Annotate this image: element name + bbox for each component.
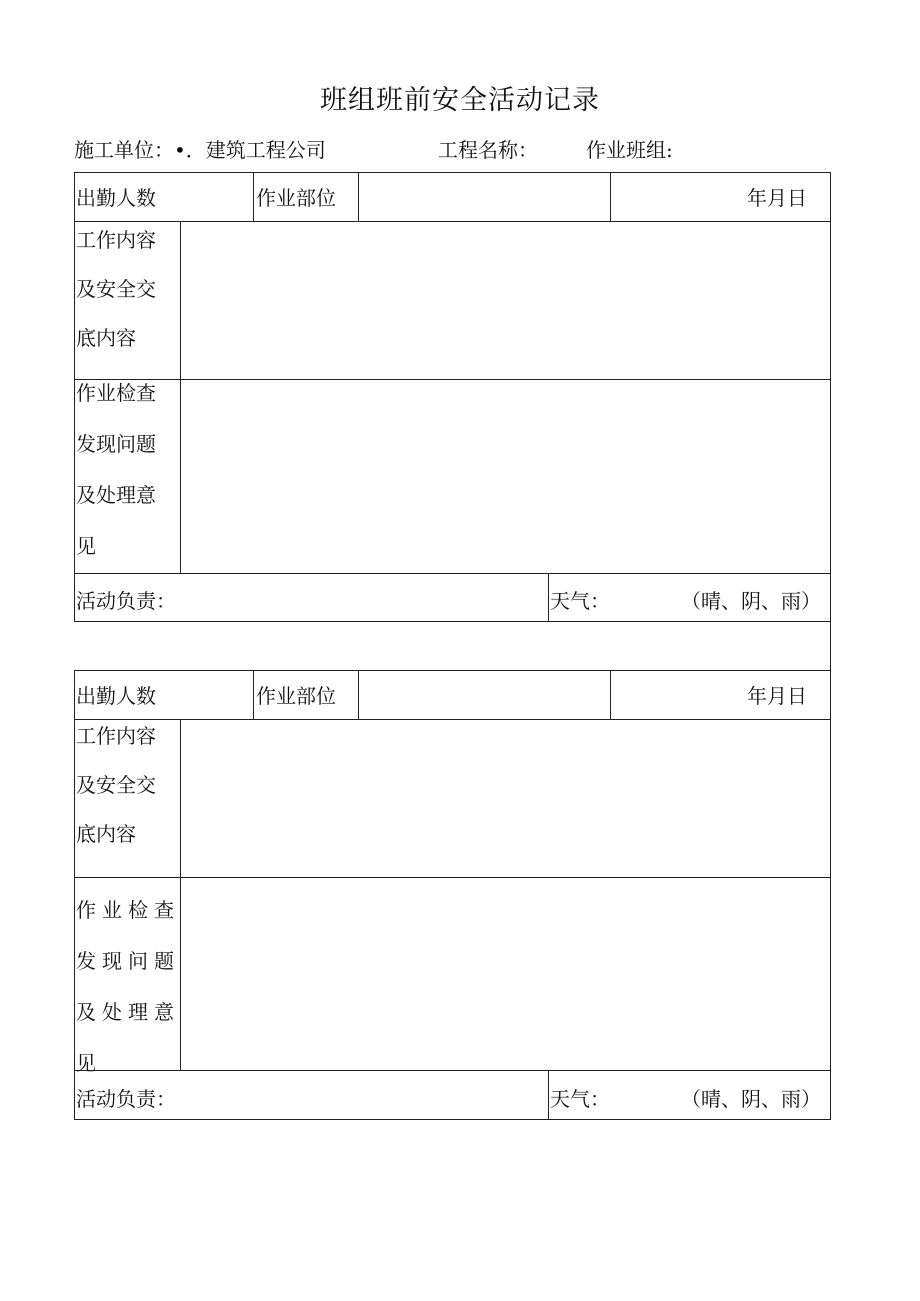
label-line: 及处理意 xyxy=(76,1000,180,1024)
inspection-field[interactable] xyxy=(181,878,830,1070)
activity-record-1 xyxy=(74,172,831,622)
attendance-field[interactable] xyxy=(181,173,253,221)
label-line: 发现问题 xyxy=(76,432,156,456)
date-label: 年月日 xyxy=(747,186,807,210)
work-content-field[interactable] xyxy=(181,720,830,877)
label-line: 及安全交 xyxy=(76,773,156,797)
work-content-label xyxy=(76,216,156,363)
label-line: 及处理意 xyxy=(76,483,156,507)
work-area-label: 作业部位 xyxy=(256,684,336,708)
work-team-label: 作业班组: xyxy=(586,138,673,162)
label-line: 作业检查 xyxy=(76,898,180,922)
label-line: 及安全交 xyxy=(76,277,156,301)
work-content-label xyxy=(76,712,156,859)
label-line: 底内容 xyxy=(76,326,136,350)
activity-record-2 xyxy=(74,670,831,1120)
date-label: 年月日 xyxy=(747,684,807,708)
inspection-field[interactable] xyxy=(181,380,830,573)
work-area-field[interactable] xyxy=(359,671,610,719)
label-line: 作业检查 xyxy=(76,381,156,405)
page-title: 班组班前安全活动记录 xyxy=(320,85,600,116)
label-line: 见 xyxy=(76,1051,102,1075)
label-line: 见 xyxy=(76,534,96,558)
work-content-field[interactable] xyxy=(181,222,830,379)
attendance-label: 出勤人数 xyxy=(76,186,156,210)
construction-unit xyxy=(74,134,326,163)
label-line: 工作内容 xyxy=(76,724,156,748)
activity-leader-label: 活动负责： xyxy=(76,589,176,613)
weather-label: 天气： xyxy=(550,589,610,613)
unit-value: •．建筑工程公司 xyxy=(174,138,326,162)
project-name-label: 工程名称： xyxy=(438,138,538,162)
activity-leader-label: 活动负责： xyxy=(76,1087,176,1111)
inspection-label xyxy=(76,885,180,1089)
weather-options: （晴、阴、雨） xyxy=(681,1087,821,1111)
attendance-label: 出勤人数 xyxy=(76,684,156,708)
label-line: 底内容 xyxy=(76,822,136,846)
label-line: 工作内容 xyxy=(76,228,156,252)
label-line: 发现问题 xyxy=(76,949,180,973)
attendance-field[interactable] xyxy=(181,671,253,719)
weather-label: 天气： xyxy=(550,1087,610,1111)
work-area-field[interactable] xyxy=(359,173,610,221)
unit-label: 施工单位： xyxy=(74,138,174,162)
weather-options: （晴、阴、雨） xyxy=(681,589,821,613)
work-area-label: 作业部位 xyxy=(256,186,336,210)
inspection-label xyxy=(76,368,156,572)
